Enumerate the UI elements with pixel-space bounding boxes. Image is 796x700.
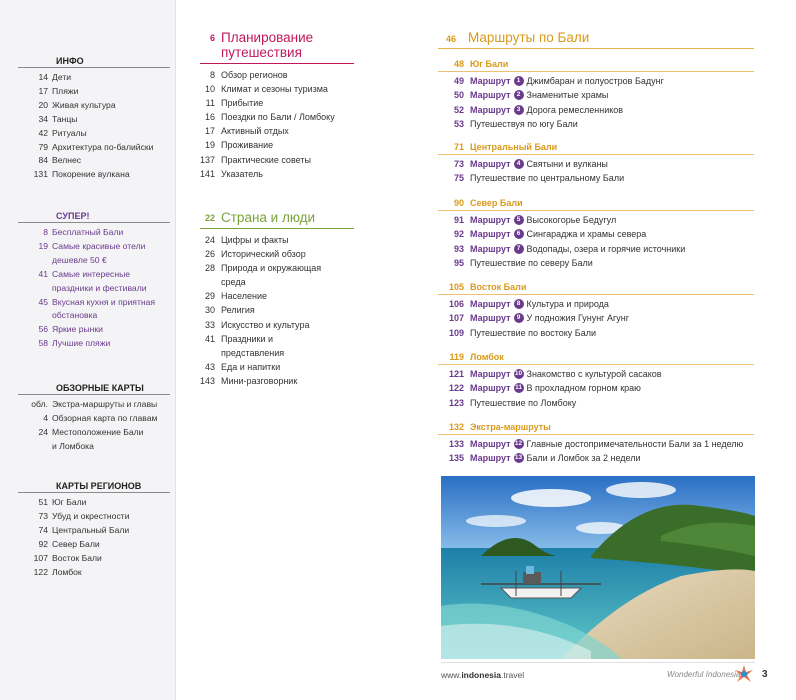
beach-boat-image — [441, 476, 755, 659]
route-number-badge: 13 — [514, 454, 523, 462]
toc-entry-text: Живая культура — [52, 99, 116, 110]
route-entry-text: Водопады, озера и горячие источники — [526, 243, 686, 254]
route-entry — [438, 88, 754, 102]
toc-page-number: 8 — [43, 227, 48, 237]
route-page-number: 95 — [453, 257, 464, 268]
toc-page-number: обл. — [31, 399, 48, 409]
toc-entry — [18, 412, 170, 426]
toc-entry-text: Самые интересные — [52, 268, 131, 279]
toc-page-number: 92 — [38, 538, 48, 549]
route-label: Маршрут — [470, 243, 511, 254]
toc-entry — [18, 552, 170, 566]
toc-page-number: 4 — [43, 412, 48, 423]
toc-page-number: 107 — [33, 552, 48, 563]
footer-divider — [441, 662, 755, 663]
toc-entry-text: Проживание — [221, 140, 274, 151]
wonderful-indonesia-logo-icon — [733, 663, 755, 685]
toc-entry-text: Яркие рынки — [52, 324, 103, 335]
toc-page-number: 19 — [204, 140, 215, 151]
toc-entry — [18, 85, 170, 99]
route-entry-text: Главные достопримечательности Бали за 1 неделю — [526, 439, 744, 449]
toc-entry-text: дешевле 50 € — [52, 254, 107, 265]
toc-entry-text: Праздники и — [221, 333, 274, 344]
toc-page-number: 33 — [204, 319, 215, 330]
toc-entry-text: Исторический обзор — [221, 249, 306, 260]
toc-entry-text: Обзорная карта по главам — [52, 412, 158, 423]
toc-entry — [18, 337, 170, 351]
route-entry-text: Бали и Ломбок за 2 недели — [526, 453, 641, 464]
url-suffix: .travel — [501, 670, 525, 680]
route-page-number: 107 — [448, 313, 464, 324]
toc-entry — [18, 524, 170, 538]
route-region-group — [438, 281, 754, 340]
toc-entry — [18, 71, 170, 85]
toc-entry — [200, 275, 354, 289]
region-page-number: 132 — [448, 422, 464, 432]
route-entry-text: Культура и природа — [526, 299, 609, 309]
toc-entry-text: среда — [221, 277, 246, 288]
toc-page-number: 19 — [38, 240, 48, 251]
toc-entry-text: Самые красивые отели — [52, 240, 146, 251]
route-entry-text: Дорога ремесленников — [526, 104, 624, 115]
overview-maps-heading: ОБЗОРНЫЕ КАРТЫ — [18, 382, 170, 395]
url-domain: indonesia — [461, 670, 501, 680]
toc-page-number: 11 — [205, 98, 215, 109]
route-number-badge: 1 — [514, 76, 524, 86]
route-page-number: 93 — [453, 243, 464, 254]
route-entry-text: Знакомство с культурой сасаков — [526, 369, 662, 379]
route-page-number: 52 — [453, 104, 464, 115]
toc-entry-text: и Ломбока — [52, 440, 94, 451]
planning-title: Планирование путешествия — [221, 30, 314, 60]
route-entry — [438, 171, 754, 185]
toc-entry-text: Пляжи — [52, 85, 79, 96]
route-entry-text: Путешествие по северу Бали — [470, 257, 593, 268]
toc-entry — [18, 296, 170, 310]
toc-entry — [18, 154, 170, 168]
toc-entry — [200, 233, 354, 247]
toc-entry-text: Еда и напитки — [221, 361, 281, 372]
route-label: Маршрут — [470, 104, 511, 115]
planning-heading — [200, 30, 354, 64]
route-page-number: 109 — [448, 327, 464, 338]
toc-entry — [18, 538, 170, 552]
toc-entry — [200, 82, 354, 96]
route-entry — [438, 381, 754, 395]
toc-entry — [200, 110, 354, 124]
route-region-heading — [438, 58, 754, 72]
routes-title: Маршруты по Бали — [468, 30, 590, 45]
route-region-heading — [438, 351, 754, 365]
region-maps-heading: КАРТЫ РЕГИОНОВ — [18, 480, 170, 493]
route-region-group — [438, 421, 754, 466]
super-section — [18, 210, 170, 351]
route-entry — [438, 103, 754, 117]
route-region-heading — [438, 281, 754, 295]
sidebar — [0, 0, 176, 700]
toc-page-number: 8 — [209, 70, 215, 80]
toc-page-number: 143 — [200, 375, 216, 386]
toc-entry-text: Вкусная кухня и приятная — [52, 296, 156, 307]
route-number-badge: 4 — [514, 159, 524, 169]
region-maps-section — [18, 480, 170, 579]
toc-page-number: 17 — [204, 126, 215, 137]
toc-entry — [18, 240, 170, 254]
route-region-heading — [438, 421, 754, 435]
region-page-number: 90 — [453, 198, 464, 208]
route-number-badge: 7 — [514, 244, 524, 254]
routes-section — [438, 30, 754, 54]
planning-section — [200, 30, 354, 181]
route-label: Маршрут — [470, 453, 511, 464]
toc-entry-text: Юг Бали — [52, 497, 87, 507]
region-title: Центральный Бали — [470, 142, 558, 152]
route-label: Маршрут — [470, 215, 511, 225]
toc-entry-text: Восток Бали — [52, 552, 102, 563]
toc-page-number: 41 — [38, 268, 48, 279]
toc-entry — [18, 323, 170, 337]
toc-page-number: 24 — [204, 235, 215, 245]
toc-entry-text: Цифры и факты — [221, 235, 289, 245]
routes-page-number: 46 — [446, 34, 457, 44]
route-region-heading — [438, 197, 754, 211]
route-number-badge: 5 — [514, 215, 524, 225]
super-list — [18, 226, 170, 351]
route-label: Маршрут — [470, 383, 511, 394]
toc-entry — [200, 332, 354, 346]
toc-entry — [18, 226, 170, 240]
route-entry — [438, 396, 754, 410]
toc-page-number — [200, 275, 221, 289]
region-page-number: 71 — [453, 142, 464, 152]
route-number-badge: 6 — [514, 229, 524, 239]
toc-page-number: 122 — [33, 566, 48, 577]
route-entry-text: Знаменитые храмы — [526, 90, 609, 101]
page-number: 3 — [762, 669, 768, 680]
country-heading — [200, 210, 354, 229]
route-entry-text: Святыни и вулканы — [526, 159, 608, 169]
toc-page-number: 29 — [204, 291, 215, 302]
route-label: Маршрут — [470, 229, 511, 240]
route-number-badge: 9 — [514, 313, 524, 323]
toc-entry-text: Климат и сезоны туризма — [221, 84, 328, 95]
toc-entry-text: Мини-разговорник — [221, 375, 298, 386]
toc-entry — [18, 398, 170, 412]
toc-entry-text: праздники и фестивали — [52, 282, 147, 293]
routes-heading — [438, 30, 754, 49]
route-entry — [438, 157, 754, 171]
url-prefix: www. — [441, 670, 462, 680]
toc-entry-text: Искусство и культура — [221, 319, 310, 330]
route-entry-text: Высокогорье Бедугул — [526, 215, 617, 225]
route-number-badge: 12 — [514, 440, 523, 448]
toc-entry — [18, 566, 170, 580]
toc-entry — [200, 303, 354, 317]
footer-brand: Wonderful Indonesia — [667, 670, 741, 679]
route-entry-text: Путешествие по востоку Бали — [470, 327, 596, 338]
toc-entry — [200, 167, 354, 181]
toc-entry-text: Убуд и окрестности — [52, 510, 130, 521]
route-page-number: 75 — [453, 173, 464, 184]
route-label: Маршрут — [470, 439, 511, 449]
toc-page-number: 28 — [204, 263, 215, 274]
region-page-number: 119 — [449, 352, 464, 362]
route-page-number: 49 — [453, 76, 464, 86]
route-page-number: 73 — [453, 159, 464, 169]
route-entry — [438, 227, 754, 241]
toc-page-number: 84 — [38, 155, 48, 166]
route-entry — [438, 74, 754, 88]
overview-maps-list — [18, 398, 170, 454]
toc-entry — [200, 261, 354, 275]
route-region-group — [438, 141, 754, 186]
toc-entry — [18, 440, 170, 454]
route-region-group — [438, 351, 754, 410]
route-number-badge: 3 — [514, 105, 524, 115]
toc-entry-text: Архитектура по-балийски — [52, 141, 154, 152]
toc-page-number: 79 — [38, 141, 48, 152]
toc-entry — [18, 127, 170, 141]
toc-entry — [18, 496, 170, 510]
toc-page-number: 45 — [38, 296, 48, 307]
toc-entry — [18, 268, 170, 282]
toc-entry-text: Активный отдых — [221, 126, 289, 137]
route-label: Маршрут — [470, 76, 511, 86]
toc-entry-text: Ломбок — [52, 566, 82, 577]
region-page-number: 48 — [453, 59, 464, 69]
region-page-number: 105 — [448, 282, 464, 292]
route-entry-text: В прохладном горном краю — [526, 383, 641, 394]
route-label: Маршрут — [470, 369, 511, 379]
route-page-number: 123 — [448, 397, 464, 408]
toc-page-number: 74 — [38, 524, 48, 535]
route-page-number: 53 — [453, 118, 464, 129]
route-number-badge: 8 — [514, 299, 524, 309]
toc-entry-text: Покорение вулкана — [52, 169, 130, 180]
toc-page-number — [18, 282, 52, 296]
route-number-badge: 10 — [514, 370, 523, 378]
route-page-number: 50 — [453, 90, 464, 101]
footer-url[interactable] — [441, 670, 524, 680]
toc-page-number: 14 — [38, 72, 48, 82]
route-entry — [438, 256, 754, 270]
route-entry-text: Путешествие по центральному Бали — [470, 173, 625, 184]
region-maps-list — [18, 496, 170, 579]
country-title: Страна и люди — [221, 210, 316, 225]
toc-entry-text: Дети — [52, 72, 72, 82]
route-entry — [438, 437, 754, 451]
toc-entry — [200, 96, 354, 110]
route-entry — [438, 297, 754, 311]
toc-page-number: 20 — [38, 99, 48, 110]
toc-entry-text: Экстра-маршруты и главы — [52, 399, 158, 409]
route-entry — [438, 326, 754, 340]
toc-entry-text: обстановка — [52, 310, 98, 321]
toc-entry-text: Танцы — [52, 113, 78, 124]
region-title: Юг Бали — [470, 59, 509, 69]
toc-entry-text: представления — [221, 347, 285, 358]
info-section — [18, 55, 170, 182]
toc-entry-text: Поездки по Бали / Ломбоку — [221, 112, 335, 123]
route-page-number: 133 — [448, 439, 464, 449]
route-page-number: 135 — [448, 453, 464, 464]
route-page-number: 121 — [448, 369, 464, 379]
toc-page-number: 73 — [38, 510, 48, 521]
toc-page-number: 41 — [204, 333, 215, 344]
route-region-group — [438, 58, 754, 131]
toc-entry-text: Практические советы — [221, 154, 311, 165]
toc-entry-text: Религия — [221, 305, 255, 316]
toc-page-number: 141 — [200, 168, 216, 179]
route-entry-text: Путешествие по Ломбоку — [470, 397, 577, 408]
route-entry — [438, 311, 754, 325]
beach-photo — [441, 476, 755, 659]
toc-entry — [18, 309, 170, 323]
toc-entry — [200, 374, 354, 388]
toc-entry — [200, 318, 354, 332]
region-title: Экстра-маршруты — [470, 422, 551, 432]
route-region-group — [438, 197, 754, 270]
route-label: Маршрут — [470, 313, 511, 324]
route-page-number: 92 — [453, 229, 464, 240]
toc-page-number: 34 — [38, 113, 48, 124]
route-page-number: 106 — [448, 299, 464, 309]
region-title: Восток Бали — [470, 282, 527, 292]
route-entry — [438, 367, 754, 381]
toc-entry — [200, 138, 354, 152]
toc-page-number — [18, 440, 52, 454]
toc-entry — [200, 346, 354, 360]
route-entry — [438, 451, 754, 465]
toc-page-number — [18, 254, 52, 268]
overview-maps-section — [18, 382, 170, 454]
route-label: Маршрут — [470, 299, 511, 309]
route-page-number: 122 — [448, 383, 464, 394]
toc-entry — [18, 510, 170, 524]
toc-entry-text: Прибытие — [221, 98, 264, 109]
toc-entry-text: Ритуалы — [52, 127, 87, 138]
planning-page-number: 6 — [209, 33, 215, 43]
toc-page-number: 51 — [38, 497, 48, 507]
toc-entry — [200, 360, 354, 374]
toc-page-number: 24 — [38, 426, 48, 437]
toc-page-number: 16 — [204, 112, 215, 123]
toc-page-number: 30 — [204, 305, 215, 316]
toc-entry-text: Лучшие пляжи — [52, 338, 111, 349]
route-entry — [438, 242, 754, 256]
route-entry-text: Джимбаран и полуостров Бадунг — [526, 76, 664, 86]
toc-entry — [18, 254, 170, 268]
toc-entry-text: Обзор регионов — [221, 70, 288, 80]
toc-entry — [200, 289, 354, 303]
route-page-number: 91 — [453, 215, 464, 225]
toc-entry-text: Центральный Бали — [52, 524, 130, 535]
toc-page-number: 10 — [204, 84, 215, 95]
toc-page-number: 58 — [38, 338, 48, 349]
route-entry-text: Сингараджа и храмы севера — [526, 229, 647, 240]
toc-entry-text: Бесплатный Бали — [52, 227, 124, 237]
route-entry — [438, 117, 754, 131]
country-page-number: 22 — [204, 213, 215, 223]
toc-entry — [200, 153, 354, 167]
toc-page-number — [18, 309, 52, 323]
toc-entry — [200, 247, 354, 261]
toc-entry-text: Велнес — [52, 155, 82, 166]
toc-entry-text: Местоположение Бали — [52, 426, 144, 437]
toc-entry-text: Природа и окружающая — [221, 263, 322, 274]
toc-page-number: 42 — [38, 127, 48, 138]
toc-entry — [18, 426, 170, 440]
toc-entry-text: Население — [221, 291, 267, 302]
route-entry-text: У подножия Гунунг Агунг — [526, 313, 629, 324]
route-label: Маршрут — [470, 90, 511, 101]
toc-page-number: 137 — [200, 154, 216, 165]
toc-entry — [18, 282, 170, 296]
toc-page-number: 43 — [204, 361, 215, 372]
toc-page-number: 26 — [204, 249, 215, 260]
toc-entry — [200, 68, 354, 82]
route-number-badge: 2 — [514, 90, 524, 100]
region-title: Север Бали — [470, 198, 523, 208]
toc-page-number: 17 — [38, 85, 48, 96]
country-list — [200, 233, 354, 388]
planning-list — [200, 68, 354, 181]
country-section — [200, 210, 354, 388]
route-entry-text: Путешествуя по югу Бали — [470, 118, 578, 129]
info-heading: ИНФО — [18, 55, 170, 68]
toc-entry — [200, 124, 354, 138]
toc-entry — [18, 113, 170, 127]
route-region-heading — [438, 141, 754, 155]
toc-page-number — [200, 346, 221, 360]
info-list — [18, 71, 170, 182]
toc-entry-text: Север Бали — [52, 538, 100, 549]
toc-entry — [18, 99, 170, 113]
region-title: Ломбок — [470, 352, 504, 362]
route-entry — [438, 213, 754, 227]
route-number-badge: 11 — [515, 384, 522, 392]
toc-page-number: 131 — [33, 169, 48, 180]
toc-entry — [18, 168, 170, 182]
toc-page-number: 56 — [38, 324, 48, 335]
toc-entry — [18, 141, 170, 155]
super-heading: СУПЕР! — [18, 210, 170, 223]
route-label: Маршрут — [470, 159, 511, 169]
toc-entry-text: Указатель — [221, 168, 263, 179]
